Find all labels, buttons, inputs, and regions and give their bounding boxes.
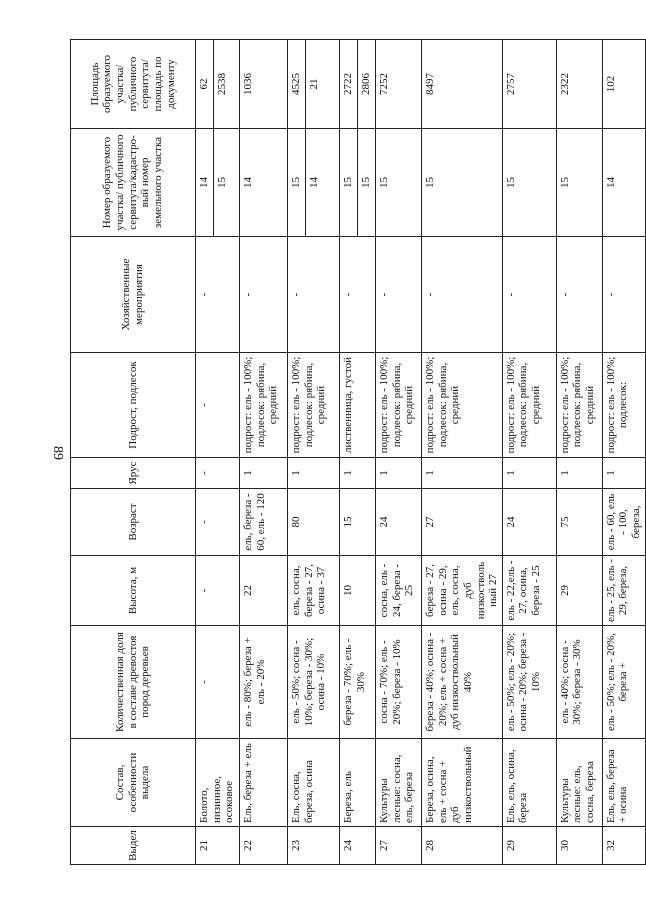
cell-dolya: сосна - 70%; ель - 20%; береза - 10% <box>376 626 422 739</box>
cell-ploshad: 2757 <box>502 40 556 129</box>
cell-nomer-2: 15 <box>213 129 229 236</box>
cell-ploshad <box>196 40 240 129</box>
cell-vozrast: 24 <box>376 489 422 556</box>
header-dolya: Количественная доля в составе древостоя пород деревьев <box>71 626 196 739</box>
cell-vozrast: - <box>196 489 240 556</box>
cell-vydel: 29 <box>502 827 556 865</box>
cell-nomer <box>196 129 240 237</box>
cell-vydel: 24 <box>340 827 376 865</box>
cell-nomer: 15 <box>422 129 503 237</box>
cell-vozrast: 24 <box>502 489 556 556</box>
cell-vozrast: 15 <box>340 489 376 556</box>
cell-nomer: 15 <box>502 129 556 237</box>
cell-dolya: ель - 80%; береза + ель - 20% <box>240 626 288 739</box>
cell-vysota: сосна, ель - 24, береза - 25 <box>376 556 422 626</box>
cell-meropr: - <box>556 237 602 353</box>
cell-vydel: 23 <box>288 827 340 865</box>
cell-meropr: - <box>376 237 422 353</box>
table-row <box>196 40 240 865</box>
cell-yarus: 1 <box>376 458 422 489</box>
page-number: 89 <box>50 445 65 460</box>
cell-vydel: 21 <box>196 827 240 865</box>
cell-nomer-2: 14 <box>305 129 321 236</box>
cell-vydel: 27 <box>376 827 422 865</box>
cell-meropr: - <box>502 237 556 353</box>
header-ploshad: Площадь образуемого участка/ публичного сервитута/площадь по документу <box>71 40 196 129</box>
cell-podrost: подрост: ель - 100%; подлесок: рябина, средний <box>556 353 602 458</box>
cell-nomer: 15 <box>556 129 602 237</box>
cell-sostav: Ель, ель, береза + осина <box>602 739 645 827</box>
cell-podrost: подрост: ель - 100%; подлесок: рябина, средний <box>376 353 422 458</box>
cell-ploshad-1: 62 <box>198 78 210 90</box>
cell-ploshad: 8497 <box>422 40 503 129</box>
cell-vysota: береза - 27, осина - 29, ель, сосна, дуб низкостволь ный 27 <box>422 556 503 626</box>
cell-vozrast: ель - 60, ель - 100, береза, <box>602 489 645 556</box>
cell-sostav: Культуры лесные: сосна, ель, береза <box>376 739 422 827</box>
cell-meropr: - <box>602 237 645 353</box>
cell-yarus: 1 <box>422 458 503 489</box>
cell-sostav: Береза, осина, ель + сосна + дуб низкоствольный <box>422 739 503 827</box>
cell-vydel: 30 <box>556 827 602 865</box>
header-meropr: Хозяйственные мероприятия <box>71 237 196 353</box>
cell-vozrast: ель, береза - 60, ель - 120 <box>240 489 288 556</box>
cell-vysota: 10 <box>340 556 376 626</box>
cell-vysota: 22 <box>240 556 288 626</box>
cell-meropr: - <box>288 237 340 353</box>
cell-podrost: подрост: ель - 100%; подлесок: рябина, средний <box>422 353 503 458</box>
cell-dolya: береза - 40%; осина - 20%; ель + сосна + дуб низкоствольный 40% <box>422 626 503 739</box>
cell-dolya: ель - 50%; сосна - 10%; береза - 30%; осина - 10% <box>288 626 340 739</box>
cell-yarus: 1 <box>502 458 556 489</box>
cell-yarus: 1 <box>288 458 340 489</box>
cell-ploshad-1: 2722 <box>342 73 354 95</box>
cell-podrost: подрост: ель - 100%; подлесок: <box>602 353 645 458</box>
header-yarus: Ярус <box>71 458 196 489</box>
cell-vysota: - <box>196 556 240 626</box>
cell-ploshad <box>340 40 376 129</box>
cell-ploshad-2: 21 <box>305 40 321 128</box>
header-vozrast: Возраст <box>71 489 196 556</box>
cell-podrost: подрост: ель - 100%; подлесок: рябина, средний <box>288 353 340 458</box>
cell-dolya: - <box>196 626 240 739</box>
cell-vysota: 29 <box>556 556 602 626</box>
cell-ploshad-2: 2538 <box>213 40 229 128</box>
cell-sostav: Культуры лесные: ель, сосна, береза <box>556 739 602 827</box>
cell-ploshad: 7252 <box>376 40 422 129</box>
cell-yarus: 1 <box>602 458 645 489</box>
table-header-row <box>71 40 196 865</box>
header-vydel: Выдел <box>71 827 196 865</box>
cell-vozrast: 80 <box>288 489 340 556</box>
cell-dolya: ель - 40%; сосна - 30%; береза - 30% <box>556 626 602 739</box>
cell-dolya: ель - 50%; ель - 20%, береза + <box>602 626 645 739</box>
table-row <box>556 40 602 865</box>
cell-vysota: ель - 25, ель - 29, береза, <box>602 556 645 626</box>
cell-sostav: Ель, ель, осина, береза <box>502 739 556 827</box>
cell-ploshad-1: 4525 <box>290 73 302 95</box>
header-podrost: Подрост, подлесок <box>71 353 196 458</box>
table-row <box>422 40 503 865</box>
cell-meropr: - <box>422 237 503 353</box>
cell-meropr: - <box>196 237 240 353</box>
cell-nomer: 15 <box>376 129 422 237</box>
cell-vysota: ель - 22,ель - 27, осина, береза - 25 <box>502 556 556 626</box>
cell-vozrast: 27 <box>422 489 503 556</box>
cell-nomer: 14 <box>240 129 288 237</box>
cell-sostav: Ель, береза + ель <box>240 739 288 827</box>
cell-meropr: - <box>240 237 288 353</box>
cell-dolya: ель - 50%; ель - 20%; осина - 20%; береза - 10% <box>502 626 556 739</box>
cell-sostav: Болото, низинное, осоковое <box>196 739 240 827</box>
cell-ploshad-2: 2806 <box>357 40 373 128</box>
cell-nomer <box>288 129 340 237</box>
cell-dolya: береза - 70%; ель - 30% <box>340 626 376 739</box>
forest-inventory-table <box>70 39 646 865</box>
cell-yarus: 1 <box>340 458 376 489</box>
header-nomer: Номер образуемого участка/ публичного сервитута/кадастро-вый номер земельного участка <box>71 129 196 237</box>
table-row <box>240 40 288 865</box>
cell-meropr: - <box>340 237 376 353</box>
cell-nomer-1: 14 <box>198 177 210 188</box>
cell-ploshad <box>288 40 340 129</box>
cell-nomer-1: 15 <box>342 177 354 188</box>
cell-vysota: ель, сосна, береза - 27, осина - 37 <box>288 556 340 626</box>
table-row <box>502 40 556 865</box>
cell-vydel: 28 <box>422 827 503 865</box>
cell-podrost: лиственница, густой <box>340 353 376 458</box>
cell-ploshad: 1036 <box>240 40 288 129</box>
cell-ploshad: 2322 <box>556 40 602 129</box>
header-vysota: Высота, м <box>71 556 196 626</box>
cell-vydel: 22 <box>240 827 288 865</box>
table-row <box>602 40 645 865</box>
cell-nomer-2: 15 <box>357 129 373 236</box>
table-row <box>376 40 422 865</box>
cell-podrost: подрост: ель - 100%; подлесок: рябина, средний <box>502 353 556 458</box>
cell-yarus: 1 <box>240 458 288 489</box>
cell-yarus: 1 <box>556 458 602 489</box>
table-row <box>288 40 340 865</box>
cell-podrost: - <box>196 353 240 458</box>
cell-nomer: 14 <box>602 129 645 237</box>
cell-vydel: 32 <box>602 827 645 865</box>
header-sostav: Состав, особенности выдела <box>71 739 196 827</box>
cell-nomer <box>340 129 376 237</box>
cell-sostav: Береза, ель <box>340 739 376 827</box>
cell-nomer-1: 15 <box>290 177 302 188</box>
document-table-container <box>70 40 643 865</box>
cell-podrost: подрост: ель - 100%; подлесок: рябина, средний <box>240 353 288 458</box>
table-row <box>340 40 376 865</box>
cell-ploshad: 102 <box>602 40 645 129</box>
cell-yarus: - <box>196 458 240 489</box>
cell-vozrast: 75 <box>556 489 602 556</box>
cell-sostav: Ель, сосна, береза, осина <box>288 739 340 827</box>
